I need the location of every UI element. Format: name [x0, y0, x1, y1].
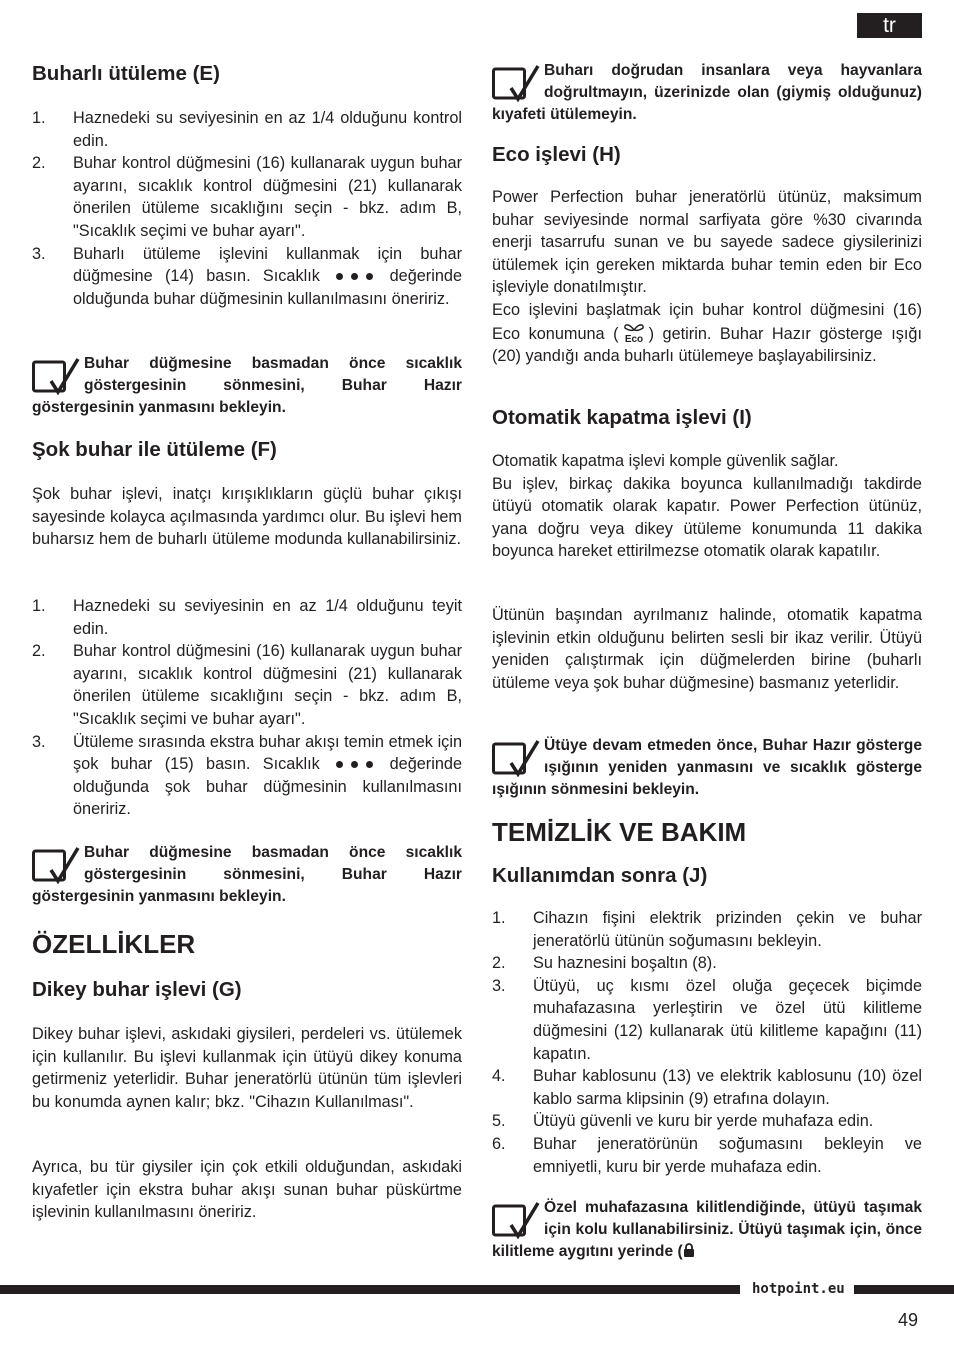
eco-paragraph-2: Eco işlevini başlatmak için buhar kontrol düğmesini (16) Eco konumuna ( Eco ) getirin. Buhar Hazır gösterge ışığı (20) yandığı anda buharlı ütülemeye başlayabilirsiniz. [492, 301, 922, 366]
note-box: Ütüye devam etmeden önce, Buhar Hazır gösterge ışığının yeniden yanmasını ve sıcaklık gösterge ışığının sönmesini bekleyin. [492, 737, 922, 798]
checkmark-note-icon [32, 845, 82, 885]
eco-paragraph: Power Perfection buhar jeneratörlü ütünüz, maksimum buhar seviyesinde normal sarfiyata göre %30 civarında enerji tasarrufu sunan ve bu sayede sadece giysilerinizi ütülemek için gereken miktarda buhar temin eden bir Eco işleviyle donatılmıştır. [492, 188, 922, 297]
section-title-shot-steam: Şok buhar ile ütüleme (F) [32, 438, 277, 461]
section-title-auto-off: Otomatik kapatma işlevi (I) [492, 406, 752, 429]
section-title-eco: Eco işlevi (H) [492, 143, 621, 166]
list-item: 4. Buhar kablosunu (13) ve elektrik kablosunu (10) özel kablo sarma klipsinin (9) etrafına dolayın. [492, 1067, 922, 1108]
list-item: 5. Ütüyü güvenli ve kuru bir yerde muhafaza edin. [492, 1112, 874, 1131]
checkmark-note-icon [492, 63, 542, 103]
list-item: 1. Cihazın fişini elektrik prizinden çekin ve buhar jeneratörlü ütünün soğumasını bekleyin. [492, 909, 922, 950]
page-number: 49 [898, 1310, 919, 1330]
note-box: Özel muhafazasına kilitlendiğinde, ütüyü taşımak için kolu kullanabilirsiniz. Ütüyü taşımak için, önce kilitleme aygıtını yerinde ( [492, 1199, 922, 1260]
section-title-vertical-steam: Dikey buhar işlevi (G) [32, 978, 242, 1001]
note-box: Buhar düğmesine basmadan önce sıcaklık göstergesinin sönmesini, Buhar Hazır göstergesinin yanmasını bekleyin. [32, 844, 462, 905]
note-box: Buhar düğmesine basmadan önce sıcaklık göstergesinin sönmesini, Buhar Hazır göstergesinin yanmasını bekleyin. [32, 355, 462, 416]
list-item: 6. Buhar jeneratörünün soğumasını bekleyin ve emniyetli, kuru bir yerde muhafaza edin. [492, 1134, 922, 1176]
shot-steam-steps [32, 595, 462, 821]
footer-bar-right [854, 1285, 954, 1294]
features-heading: ÖZELLİKLER [32, 929, 196, 959]
list-item: 1. Haznedeki su seviyesinin en az 1/4 olduğunu kontrol edin. [32, 109, 462, 150]
checkmark-note-icon [492, 738, 542, 778]
svg-text:Eco: Eco [624, 333, 643, 344]
language-tab: tr [857, 13, 922, 38]
lock-icon [683, 1243, 695, 1257]
section-title-steam-ironing: Buharlı ütüleme (E) [32, 62, 220, 85]
list-item: 1. Haznedeki su seviyesinin en az 1/4 olduğunu teyit edin. [32, 597, 462, 638]
steam-ironing-steps [32, 107, 462, 310]
section-title-after-use: Kullanımdan sonra (J) [492, 864, 708, 887]
checkmark-note-icon [32, 356, 82, 396]
eco-leaf-icon [619, 322, 649, 344]
list-item: 3. Buharlı ütüleme işlevini kullanmak için buhar düğmesine (14) basın. Sıcaklık değerinde olduğunda buhar düğmesinin kullanılmasını öneririz. [32, 244, 463, 308]
list-item: 3. Ütüyü, uç kısmı özel oluğa geçecek biçimde muhafazasına yerleştirin ve özel ütü kilitleme düğmesini (12) kullanarak ütü kilitleme kapağını (11) kapatın. [492, 976, 922, 1063]
temperature-dots-icon [332, 753, 377, 776]
auto-off-paragraph: Otomatik kapatma işlevi komple güvenlik sağlar. Bu işlev, birkaç dakika boyunca kullanılmadığı takdirde ütüyü otomatik olarak kapatır. Power Perfection ütünüz, yana doğru veya dikey ütüleme konumunda 11 dakika boyunca hareket ettirilmezse otomatik olarak kapatılır. [492, 452, 922, 561]
footer-bar-left [0, 1285, 740, 1294]
vertical-steam-paragraph-2: Ayrıca, bu tür giysiler için çok etkili olduğundan, askıdaki kıyafetler için ekstra buhar akışı sunan buhar püskürtme işlevinin kullanılmasını öneririz. [32, 1158, 462, 1222]
after-use-steps [492, 907, 922, 1178]
cleaning-heading: TEMİZLİK VE BAKIM [492, 817, 747, 847]
list-item: 2. Su haznesini boşaltın (8). [492, 954, 717, 973]
temperature-dots-icon [332, 265, 377, 288]
shot-steam-intro: Şok buhar işlevi, inatçı kırışıklıkların güçlü buhar çıkışı sayesinde kolayca açılmasında yardımcı olur. Bu işlevi hem buharsız hem de buharlı ütüleme modunda kullanabilirsiniz. [32, 485, 462, 549]
list-item: 2. Buhar kontrol düğmesini (16) kullanarak uygun buhar ayarını, sıcaklık kontrol düğmesini (21) kullanarak önerilen ütüleme sıcaklığını seçin - bkz. adım B, "Sıcaklık seçimi ve buhar ayarı". [32, 154, 462, 240]
list-item: 3. Ütüleme sırasında ekstra buhar akışı temin etmek için şok buhar (15) basın. Sıcaklık değerinde olduğunda şok buhar düğmesinin kullanılmasını öneririz. [32, 732, 463, 819]
list-item: 2. Buhar kontrol düğmesini (16) kullanarak uygun buhar ayarını, sıcaklık kontrol düğmesini (21) kullanarak önerilen ütüleme sıcaklığını seçin - bkz. adım B, "Sıcaklık seçimi ve buhar ayarı". [32, 642, 462, 728]
checkmark-note-icon [492, 1200, 542, 1240]
note-box: Buharı doğrudan insanlara veya hayvanlara doğrultmayın, üzerinizde olan (giymiş olduğunuz) kıyafeti ütülemeyin. [492, 62, 922, 123]
vertical-steam-paragraph: Dikey buhar işlevi, askıdaki giysileri, perdeleri vs. ütülemek için kullanılır. Bu işlevi kullanmak için ütüyü dikey konuma getirmeniz yeterlidir. Buhar jeneratörlü ütünün tüm işlevleri bu konumda aynen kalır; bkz. "Cihazın Kullanılması". [32, 1025, 462, 1111]
auto-off-paragraph-2: Ütünün başından ayrılmanız halinde, otomatik kapatma işlevinin etkin olduğunu belirten sesli bir ikaz verilir. Ütüyü yeniden çalıştırmak için düğmelerden birine (buharlı ütüleme veya şok buhar düğmesine) basmanız yeterlidir. [492, 606, 922, 692]
footer-site: hotpoint.eu [752, 1281, 845, 1297]
